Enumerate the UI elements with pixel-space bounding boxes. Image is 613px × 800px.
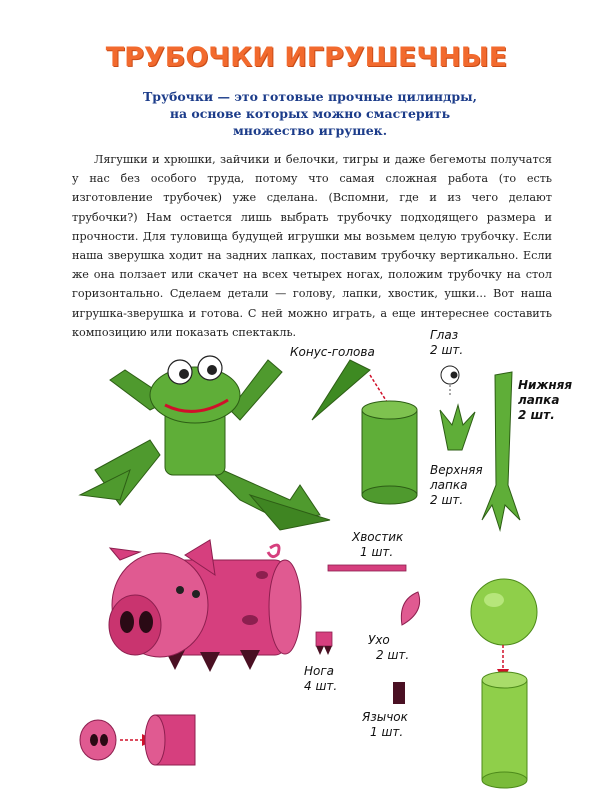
label-lower-leg-name-2: лапка (518, 393, 560, 407)
label-upper-leg-name-2: лапка (430, 478, 468, 492)
label-ear (368, 633, 409, 663)
label-leg-count: 4 шт. (304, 679, 338, 693)
lead-line-2: на основе которых можно смастерить (169, 106, 451, 121)
pig-head-part (80, 715, 195, 765)
label-tongue-name: Язычок (362, 710, 408, 724)
label-upper-leg-count: 2 шт. (430, 493, 464, 507)
ear-part (401, 592, 419, 625)
label-eye (430, 328, 463, 358)
label-tongue (362, 710, 408, 740)
label-ear-count: 2 шт. (376, 648, 410, 662)
ball-and-cylinder (471, 579, 537, 788)
label-lower-leg (518, 378, 572, 423)
pig-illustration (109, 540, 301, 672)
label-cone-head: Конус-голова (290, 345, 375, 359)
tongue-part (393, 682, 405, 704)
label-tail (352, 530, 403, 560)
label-eye-count: 2 шт. (430, 343, 464, 357)
label-eye-name: Глаз (430, 328, 459, 342)
frog-illustration (80, 356, 330, 530)
label-lower-leg-name: Нижняя (518, 378, 573, 392)
tail-part (328, 565, 406, 571)
label-leg (304, 664, 337, 694)
label-leg-name: Нога (304, 664, 335, 678)
cone-and-cylinder (312, 360, 417, 504)
lower-leg-part (482, 372, 520, 530)
label-tail-name: Хвостик (352, 530, 404, 544)
lead-line-3: множество игрушек. (232, 123, 388, 138)
label-lower-leg-count: 2 шт. (518, 408, 555, 422)
label-tail-count: 1 шт. (360, 545, 394, 559)
label-upper-leg (430, 463, 483, 508)
body-paragraph: Лягушки и хрюшки, зайчики и белочки, тигры и даже бегемоты получатся у нас без особого труда, потому что самая сложная работа (то есть изготовление трубочек) уже сделана. (Вспомни, где и из чего делают трубочки?) Нам остается лишь выбрать трубочку подходящего размера и прочности. Для туловища будущей игрушки мы возьмем целую трубочку. Если наша зверушка ходит на задних лапках, поставим трубочку вертикально. Если же она ползает или скачет на всех четырех ногах, положим трубочку на стол горизонтально. Сделаем детали — голову, лапки, хвостик, ушки... Вот наша игрушка-зверушка и готова. С ней можно играть, а еще интереснее составить композицию или показать спектакль. (72, 153, 552, 339)
label-tongue-count: 1 шт. (370, 725, 404, 739)
leg-part (316, 632, 332, 655)
page-title: ТРУБОЧКИ ИГРУШЕЧНЫЕ (105, 42, 508, 73)
label-ear-name: Ухо (368, 633, 390, 647)
lead-line-1: Трубочки — это готовые прочные цилиндры, (142, 89, 478, 104)
eye-part (441, 366, 459, 395)
upper-leg-part (440, 405, 475, 450)
label-upper-leg-name: Верхняя (430, 463, 483, 477)
